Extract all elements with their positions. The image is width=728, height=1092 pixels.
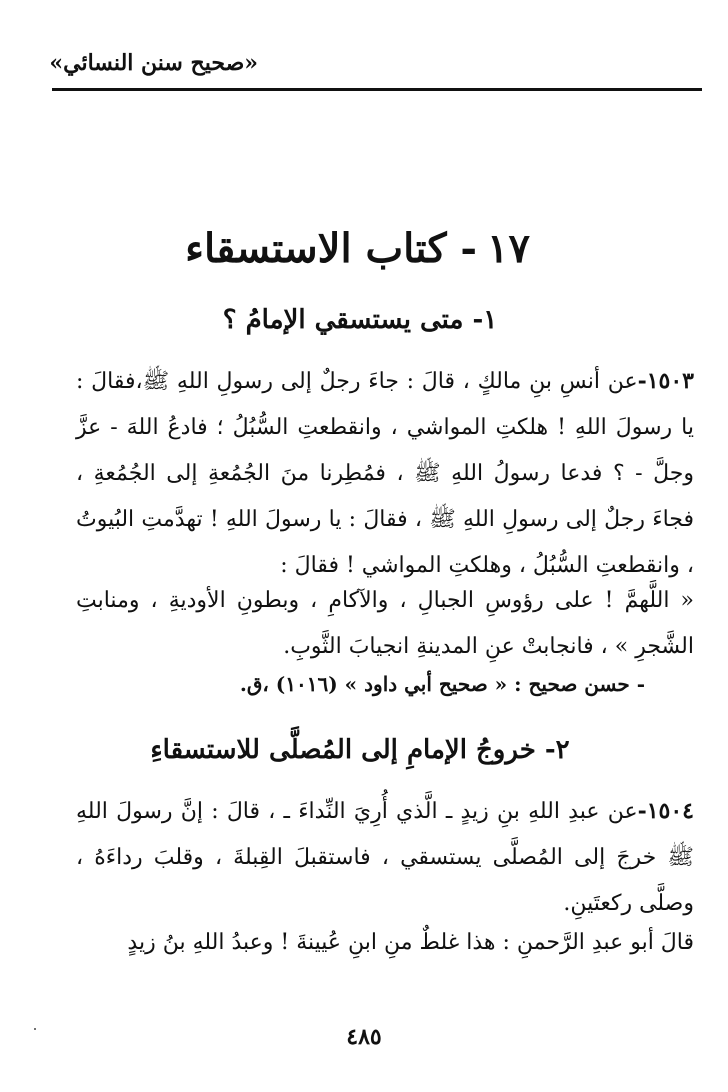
hadith-1503	[76, 358, 694, 588]
running-header: «صحيح سنن النسائي»	[49, 50, 258, 76]
hadith-1504	[76, 788, 694, 926]
hadith-number: ١٥٠٣-	[637, 368, 694, 394]
scan-speck	[34, 1028, 36, 1030]
chapter-heading-1: ١- متى يستسقي الإمامُ ؟	[222, 305, 498, 335]
book-heading	[185, 225, 530, 295]
hadith-1503-grade: - حسن صحيح : « صحيح أبي داود » (١٠١٦) ،ق.	[239, 672, 645, 696]
book-number: ١٧	[487, 225, 530, 272]
hadith-number: ١٥٠٤-	[637, 798, 694, 824]
hadith-text: عن عبدِ اللهِ بنِ زيدٍ ـ الَّذي أُرِيَ النِّداءَ ـ ، قالَ : إنَّ رسولَ اللهِ ﷺ خرجَ إلى المُصلَّى يستسقي ، فاستقبلَ القِبلةَ ، وقلبَ رداءَهُ ، وصلَّى ركعتَينِ.	[76, 799, 694, 916]
chapter-heading-2: ٢- خروجُ الإمامِ إلى المُصلَّى للاستسقاءِ	[150, 735, 570, 765]
page-number: ٤٨٥	[346, 1024, 382, 1050]
book-title: كتاب الاستسقاء	[185, 225, 447, 272]
hadith-1503-quote: « اللَّهمَّ ! على رؤوسِ الجبالِ ، والآكامِ ، وبطونِ الأوديةِ ، ومنابتِ الشَّجرِ » ، فانجابتْ عنِ المدينةِ انجيابَ الثَّوبِ.	[76, 588, 694, 659]
hadith-1504-note: قالَ أبو عبدِ الرَّحمنِ : هذا غلطٌ منِ ابنِ عُيينةَ ! وعبدُ اللهِ بنُ زيدٍ	[127, 930, 694, 955]
hadith-text: عن أنسِ بنِ مالكٍ ، قالَ : جاءَ رجلٌ إلى رسولِ اللهِ ﷺ،فقالَ : يا رسولَ اللهِ ! هلكتِ المواشي ، وانقطعتِ السُّبُلُ ؛ فادعُ اللهَ - عزَّ وجلَّ - ؟ فدعا رسولُ اللهِ ﷺ ، فمُطِرنا منَ الجُمُعةِ إلى الجُمُعةِ ، فجاءَ رجلٌ إلى رسولِ اللهِ ﷺ ، فقالَ : يا رسولَ اللهِ ! تهدَّمتِ البُيوتُ ، وانقطعتِ السُّبُلُ ، وهلكتِ المواشي ! فقالَ :	[76, 369, 694, 578]
book-dash: -	[460, 225, 478, 272]
header-rule	[52, 88, 702, 91]
